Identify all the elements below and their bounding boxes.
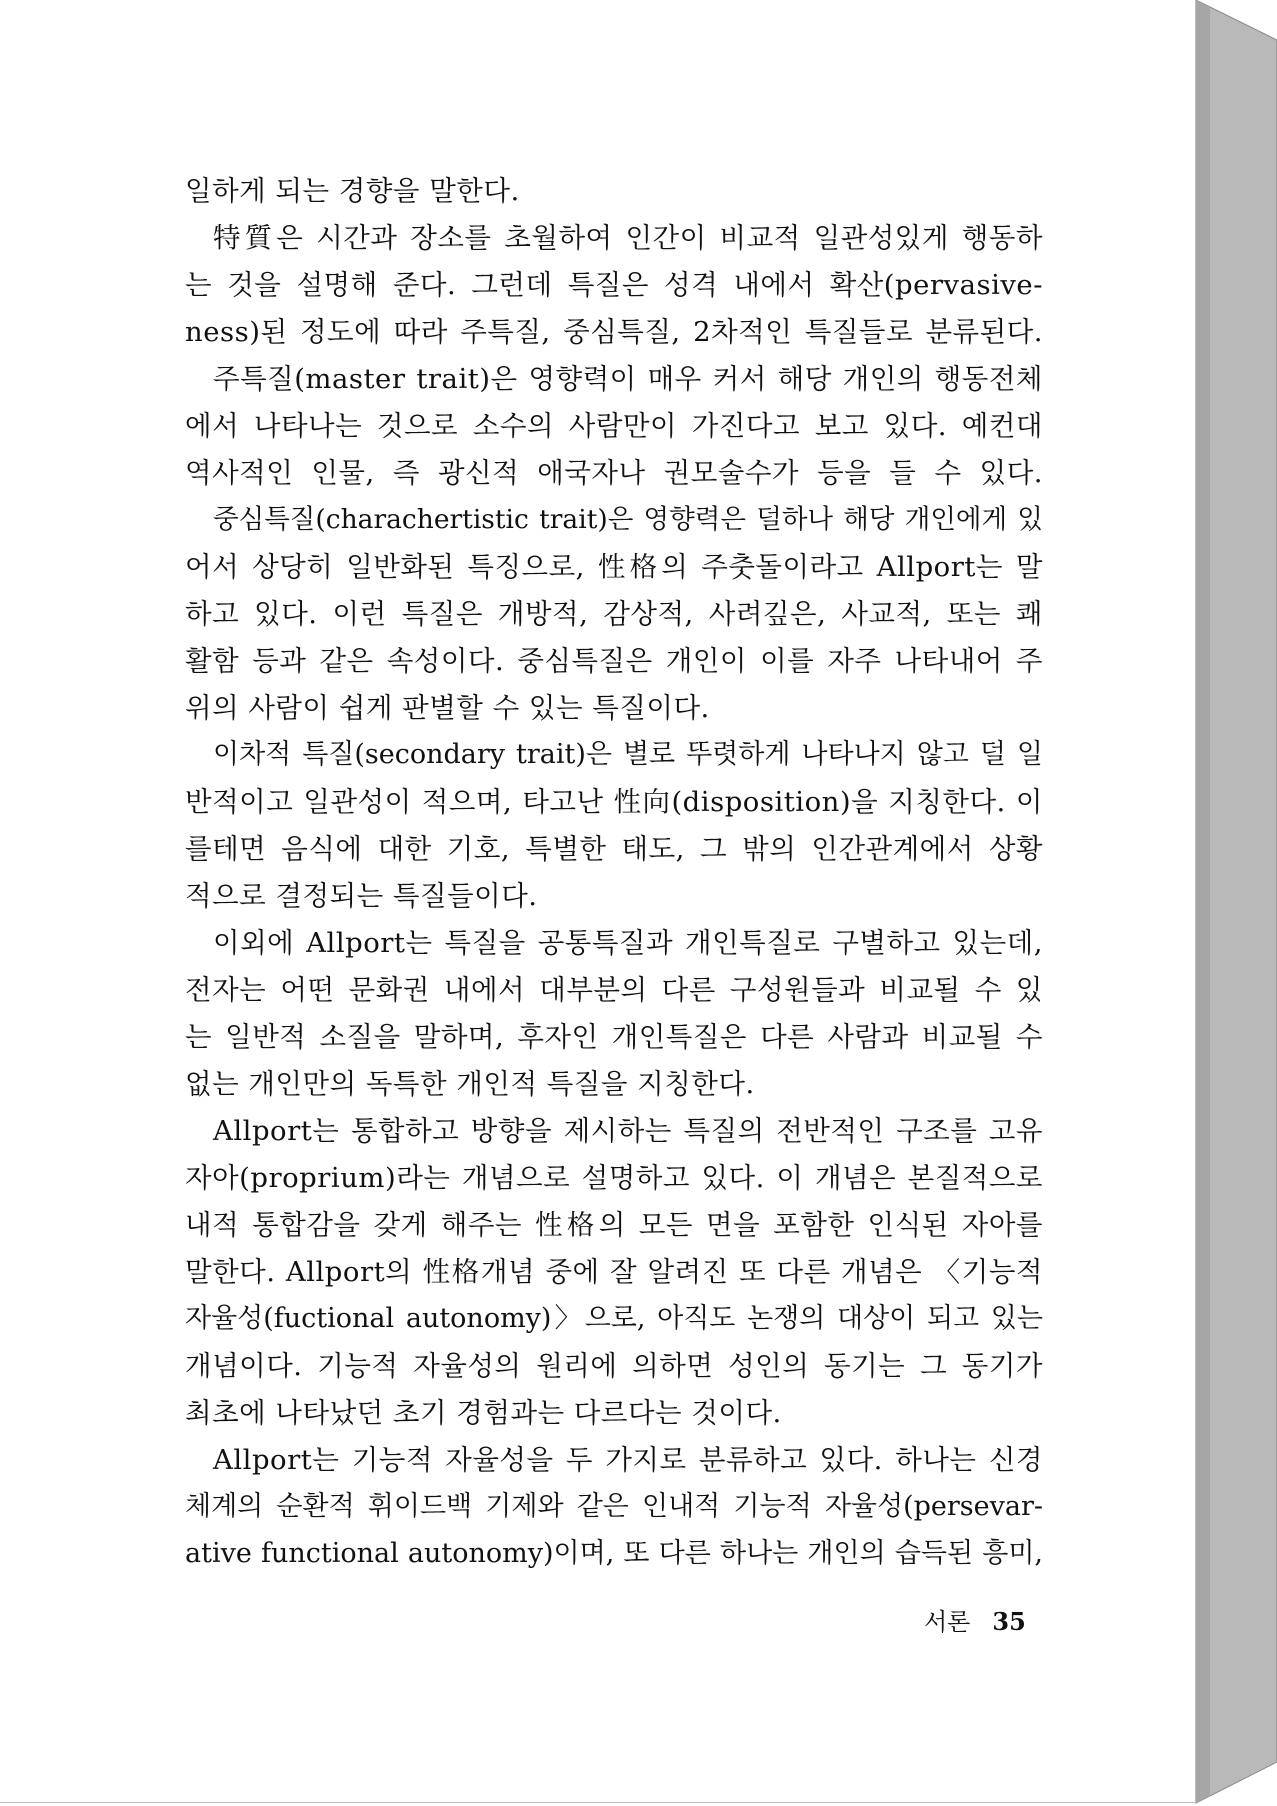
text-line: 최초에 나타났던 초기 경험과는 다르다는 것이다. [185, 1397, 782, 1429]
text-line: 자율성(fuctional autonomy)〉으로, 아직도 논쟁의 대상이 되고 있는 [185, 1303, 1043, 1334]
text-line: 特質은 시간과 장소를 초월하여 인간이 비교적 일관성있게 행동하 [213, 222, 1043, 254]
text-line: 전자는 어떤 문화권 내에서 대부분의 다른 구성원들과 비교될 수 있 [185, 974, 1043, 1006]
text-line: 어서 상당히 일반화된 특징으로, 性格의 주춧돌이라고 Allport는 말 [185, 551, 1043, 583]
text-line: 활함 등과 같은 속성이다. 중심특질은 개인이 이를 자주 나타내어 주 [185, 645, 1043, 677]
text-line: Allport는 통합하고 방향을 제시하는 특질의 전반적인 구조를 고유 [213, 1115, 1043, 1147]
text-line: 체계의 순환적 휘이드백 기제와 같은 인내적 기능적 자율성(persevar- [185, 1491, 1043, 1522]
text-line: ness)된 정도에 따라 주특질, 중심특질, 2차적인 특질들로 분류된다. [185, 316, 1043, 348]
text-line: 에서 나타나는 것으로 소수의 사람만이 가진다고 보고 있다. 예컨대 [185, 410, 1043, 442]
text-line: 말한다. Allport의 性格개념 중에 잘 알려진 또 다른 개념은 〈기능적 [185, 1256, 1043, 1288]
text-line: 적으로 결정되는 특질들이다. [185, 880, 538, 912]
text-line: Allport는 기능적 자율성을 두 가지로 분류하고 있다. 하나는 신경 [213, 1444, 1043, 1476]
text-line: 자아(proprium)라는 개념으로 설명하고 있다. 이 개념은 본질적으로 [185, 1162, 1043, 1194]
text-line: 역사적인 인물, 즉 광신적 애국자나 권모술수가 등을 들 수 있다. [185, 457, 1043, 489]
text-line: 개념이다. 기능적 자율성의 원리에 의하면 성인의 동기는 그 동기가 [185, 1350, 1043, 1382]
text-line: 이외에 Allport는 특질을 공통특질과 개인특질로 구별하고 있는데, [213, 927, 1043, 959]
text-line: 는 일반적 소질을 말하며, 후자인 개인특질은 다른 사람과 비교될 수 [185, 1021, 1043, 1053]
text-line: 없는 개인만의 독특한 개인적 특질을 지칭한다. [185, 1068, 755, 1100]
text-line: 중심특질(charachertistic trait)은 영향력은 덜하나 해당 개인에게 있 [213, 504, 1043, 535]
text-line: ative functional autonomy)이며, 또 다른 하나는 개인의 습득된 흥미, [185, 1538, 1043, 1569]
text-line: 반적이고 일관성이 적으며, 타고난 性向(disposition)을 지칭한다. 이 [185, 786, 1043, 818]
running-section-title: 서론 [924, 1608, 971, 1636]
page-footer [924, 1607, 1026, 1637]
text-line: 내적 통합감을 갖게 해주는 性格의 모든 면을 포함한 인식된 자아를 [185, 1209, 1043, 1241]
text-line: 일하게 되는 경향을 말한다. [185, 175, 520, 207]
text-line: 이차적 특질(secondary trait)은 별로 뚜렷하게 나타나지 않고 덜 일 [213, 739, 1043, 770]
text-line: 를테면 음식에 대한 기호, 특별한 태도, 그 밖의 인간관계에서 상황 [185, 833, 1043, 865]
text-line: 는 것을 설명해 준다. 그런데 특질은 성격 내에서 확산(pervasive- [185, 269, 1043, 301]
text-line: 위의 사람이 쉽게 판별할 수 있는 특질이다. [185, 692, 710, 724]
text-line: 하고 있다. 이런 특질은 개방적, 감상적, 사려깊은, 사교적, 또는 쾌 [185, 598, 1043, 630]
text-line: 주특질(master trait)은 영향력이 매우 커서 해당 개인의 행동전체 [213, 363, 1043, 395]
page-number: 35 [992, 1607, 1026, 1636]
